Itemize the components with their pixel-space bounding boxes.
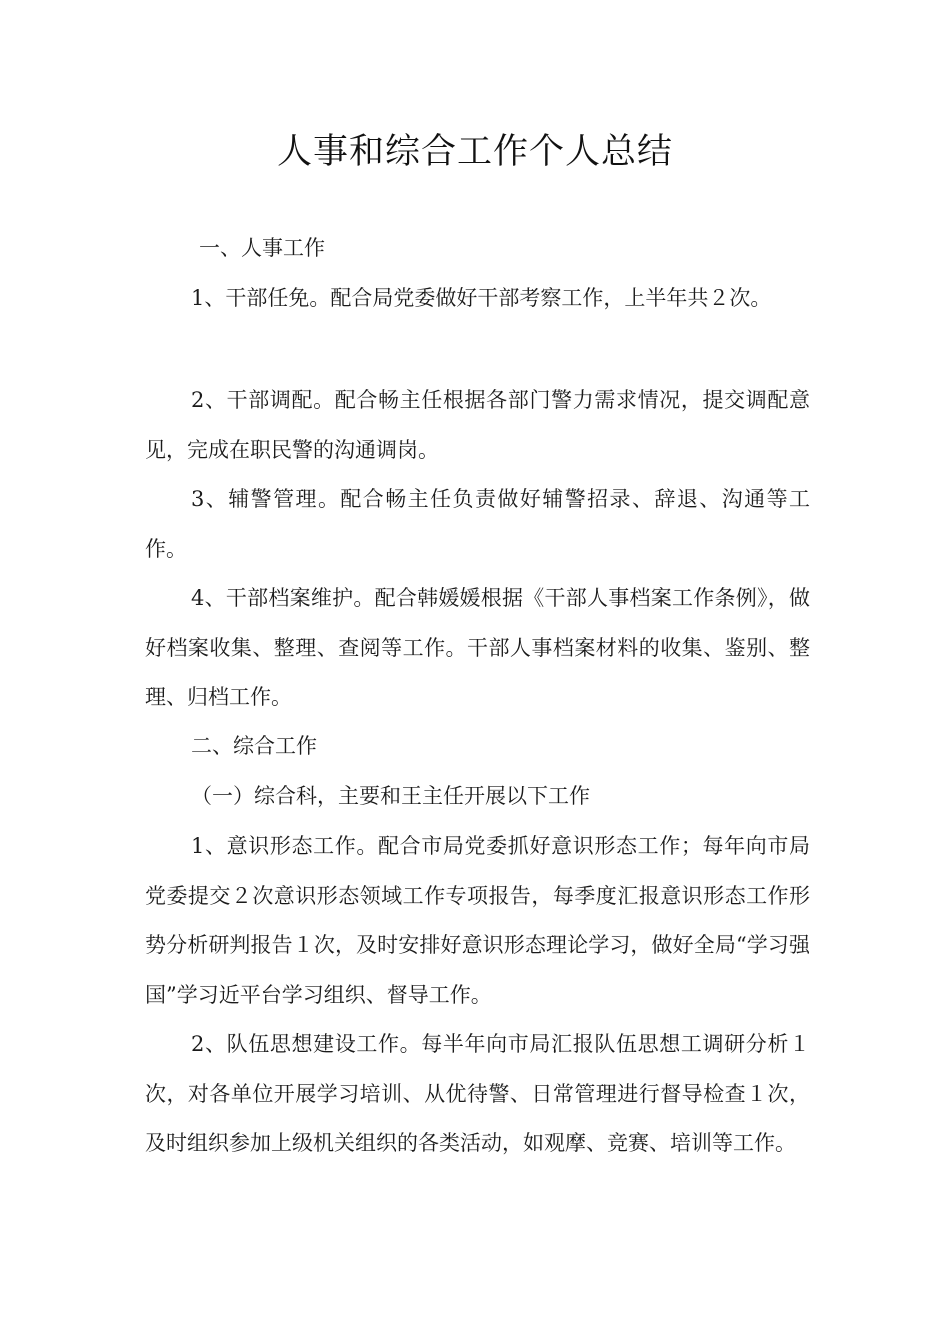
- section-heading-personnel: 一、人事工作: [199, 236, 325, 260]
- paragraph-cadre-appointment: 1、干部任免。配合局党委做好干部考察工作，上半年共２次。: [191, 286, 772, 310]
- paragraph-team-ideology: 2、队伍思想建设工作。每半年向市局汇报队伍思想工调研分析１次，对各单位开展学习培训、从优待警、日常管理进行督导检查１次，及时组织参加上级机关组织的各类活动，如观摩、竞赛、培训等工作。: [145, 1032, 810, 1155]
- paragraph-auxiliary-police: 3、辅警管理。配合畅主任负责做好辅警招录、辞退、沟通等工作。: [145, 487, 810, 561]
- paragraph-cadre-allocation: 2、干部调配。配合畅主任根据各部门警力需求情况，提交调配意见，完成在职民警的沟通调岗。: [145, 388, 810, 462]
- paragraph-cadre-archives: 4、干部档案维护。配合韩媛媛根据《干部人事档案工作条例》，做好档案收集、整理、查阅等工作。干部人事档案材料的收集、鉴别、整理、归档工作。: [145, 586, 810, 709]
- section-subheading-general-office: （一）综合科，主要和王主任开展以下工作: [191, 784, 590, 808]
- section-heading-general: 二、综合工作: [191, 734, 317, 758]
- document-title: 人事和综合工作个人总结: [276, 132, 673, 172]
- paragraph-ideology-work: 1、意识形态工作。配合市局党委抓好意识形态工作；每年向市局党委提交２次意识形态领域工作专项报告，每季度汇报意识形态工作形势分析研判报告１次，及时安排好意识形态理论学习，做好全局“学习强国”学习近平台学习组织、督导工作。: [145, 834, 810, 1007]
